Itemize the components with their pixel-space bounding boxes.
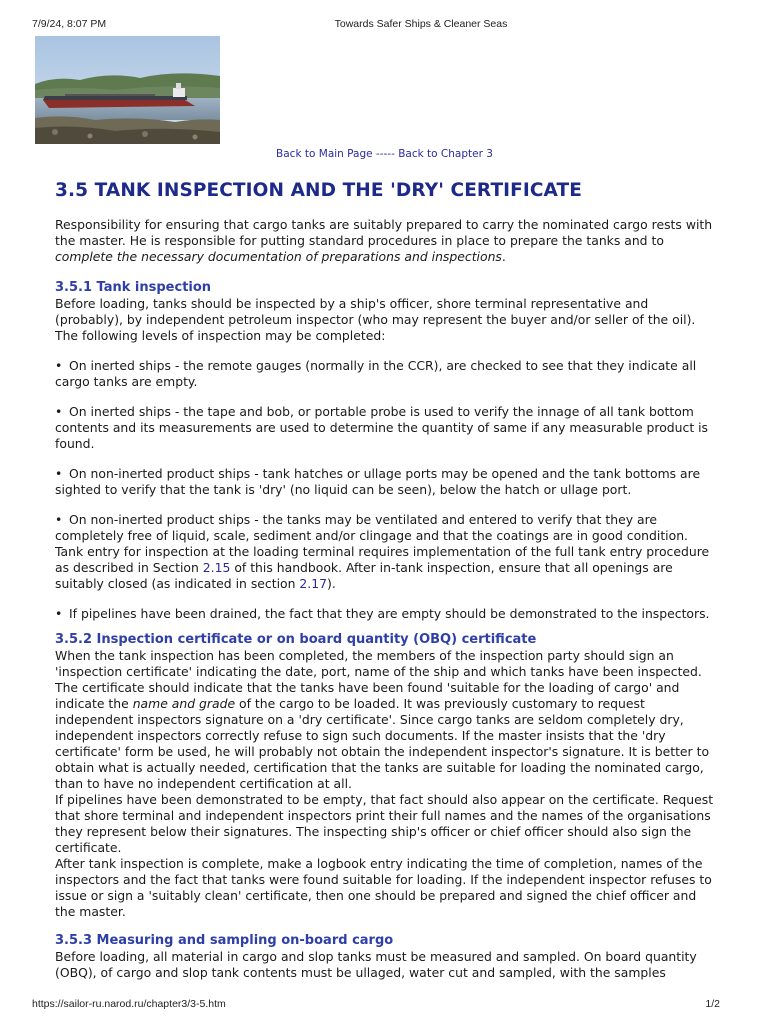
article-title: 3.5 TANK INSPECTION AND THE 'DRY' CERTIFICATE: [55, 180, 582, 201]
section-heading-inspection-certificate: 3.5.2 Inspection certificate or on board quantity (OBQ) certificate: [55, 632, 537, 647]
intro-emphasis: complete the necessary documentation of preparations and inspections: [55, 249, 502, 264]
bullet-icon: •: [55, 358, 63, 373]
section-heading-measuring-sampling: 3.5.3 Measuring and sampling on-board cargo: [55, 933, 394, 948]
intro-paragraph: Responsibility for ensuring that cargo tanks are suitably prepared to carry the nominated cargo rests with the master. He is responsible for putting standard procedures in place to prepare the tanks and to complete the necessary documentation of preparations and inspections.: [55, 217, 713, 264]
back-to-chapter-link[interactable]: Back to Chapter 3: [398, 148, 493, 160]
list-item: • If pipelines have been drained, the fact that they are empty should be demonstrated to the inspectors.: [55, 606, 710, 621]
chapter-navigation: [0, 148, 768, 160]
nav-separator: -----: [375, 148, 395, 160]
tank-inspection-paragraph: Before loading, tanks should be inspected by a ship's officer, shore terminal representative and (probably), by independent petroleum inspector (who may represent the buyer and/or seller of the oil). The following levels of inspection may be completed:: [55, 296, 696, 343]
list-item: • On inerted ships - the remote gauges (normally in the CCR), are checked to see that they indicate all cargo tanks are empty.: [55, 358, 697, 389]
list-item: • On non-inerted product ships - tank hatches or ullage ports may be opened and the tank bottoms are sighted to verify that the tank is 'dry' (no liquid can be seen), below the hatch or ullage port.: [55, 466, 701, 497]
bullet-icon: •: [55, 512, 63, 527]
list-item: • On non-inerted product ships - the tanks may be ventilated and entered to verify that they are completely free of liquid, scale, sediment and/or clingage and that the coatings are in good condition. Tank entry for inspection at the loading terminal requires implementation of the full tank entry procedure as described in Section 2.15 of this handbook. After in-tank inspection, ensure that all openings are suitably closed (as indicated in section 2.17).: [55, 512, 710, 591]
page-url: https://sailor-ru.narod.ru/chapter3/3-5.htm: [32, 998, 226, 1010]
section-2-15-link[interactable]: 2.15: [202, 560, 231, 575]
bullet-icon: •: [55, 606, 63, 621]
back-to-main-page-link[interactable]: Back to Main Page: [276, 148, 373, 160]
print-page-title: Towards Safer Ships & Cleaner Seas: [334, 18, 508, 30]
measuring-paragraph: Before loading, all material in cargo and slop tanks must be measured and sampled. On board quantity (OBQ), of cargo and slop tank contents must be ullaged, water cut and sampled, with the samples: [55, 949, 697, 980]
certificate-paragraph-2: If pipelines have been demonstrated to be empty, that fact should also appear on the certificate. Request that shore terminal and independent inspectors print their full names and the names of the organisations they represent below their signatures. The inspecting ship's officer or chief officer should also sign the certificate.: [55, 792, 714, 855]
name-and-grade-emphasis: name and grade: [132, 696, 236, 711]
article-content: [55, 180, 720, 981]
section-heading-tank-inspection: 3.5.1 Tank inspection: [55, 280, 212, 295]
bullet-icon: •: [55, 466, 63, 481]
certificate-paragraph-1: When the tank inspection has been completed, the members of the inspection party should sign an 'inspection certificate' indicating the date, port, name of the ship and which tanks have been inspected. The certificate should indicate that the tanks have been found 'suitable for the loading of cargo' and indicate the name and grade of the cargo to be loaded. It was previously customary to request independent inspectors signature on a 'dry certificate'. Since cargo tanks are seldom completely dry, independent inspectors correctly refuse to sign such documents. If the master insists that the 'dry certificate' form be used, he will probably not obtain the independent inspector's signature. It is better to obtain what is actually needed, certification that the tanks are suitable for loading the nominated cargo, than to have no independent certification at all.: [55, 648, 710, 791]
list-item: • On inerted ships - the tape and bob, or portable probe is used to verify the innage of all tank bottom contents and its measurements are used to determine the quantity of same if any measurable product is found.: [55, 404, 709, 451]
tanker-ship-photo: [35, 36, 220, 144]
page-number: 1/2: [705, 998, 720, 1010]
print-datetime: 7/9/24, 8:07 PM: [32, 18, 107, 30]
section-2-17-link[interactable]: 2.17: [299, 576, 328, 591]
certificate-paragraph-3: After tank inspection is complete, make a logbook entry indicating the time of completion, names of the inspectors and the fact that tanks were found suitable for loading. If the independent inspector refuses to issue or sign a 'suitably clean' certificate, then one should be prepared and signed the chief officer and the master.: [55, 856, 712, 919]
bullet-icon: •: [55, 404, 63, 419]
